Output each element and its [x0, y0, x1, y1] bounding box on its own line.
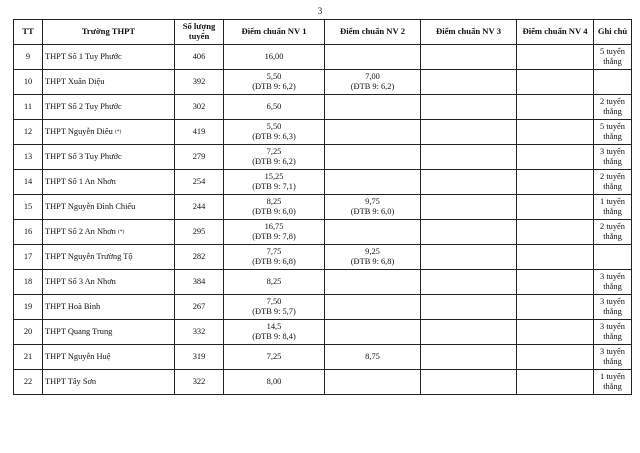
- school-name-cell: [43, 370, 175, 395]
- score-nv1: [224, 270, 325, 295]
- note: [594, 320, 632, 345]
- score-nv1-line: 16,00: [264, 52, 284, 62]
- score-nv2: [325, 220, 421, 245]
- note-line: 2 tuyển: [600, 222, 625, 232]
- table-row: [14, 70, 632, 95]
- school-name: THPT Số 1 An Nhơn: [45, 177, 116, 187]
- score-nv2-line: 7,00: [365, 72, 380, 82]
- score-nv4: [517, 95, 594, 120]
- note-line: 3 tuyển: [600, 347, 625, 357]
- score-nv2: [325, 370, 421, 395]
- school-name-cell: [43, 320, 175, 345]
- score-nv3: [421, 120, 517, 145]
- score-nv2: [325, 270, 421, 295]
- quota-quantity: 282: [175, 245, 224, 270]
- row-number: 17: [14, 245, 43, 270]
- note-line: 2 tuyển: [600, 172, 625, 182]
- school-name-cell: [43, 295, 175, 320]
- school-name-cell: [43, 245, 175, 270]
- score-nv4: [517, 320, 594, 345]
- quota-quantity: 322: [175, 370, 224, 395]
- quota-quantity: 392: [175, 70, 224, 95]
- score-nv3: [421, 270, 517, 295]
- score-nv2-line: (ĐTB 9: 6,0): [350, 207, 395, 216]
- score-nv4: [517, 170, 594, 195]
- row-number: 22: [14, 370, 43, 395]
- score-nv2-line: 9,75: [365, 197, 380, 207]
- score-nv1: [224, 170, 325, 195]
- table-row: [14, 345, 632, 370]
- score-nv3: [421, 295, 517, 320]
- score-nv4: [517, 370, 594, 395]
- row-number: 13: [14, 145, 43, 170]
- table-row: [14, 295, 632, 320]
- score-nv3: [421, 45, 517, 70]
- score-nv1-line: (ĐTB 9: 6,8): [252, 257, 296, 266]
- header-nv3: Điểm chuẩn NV 3: [421, 20, 517, 45]
- note: [594, 170, 632, 195]
- score-nv1: [224, 120, 325, 145]
- score-nv2-line: (ĐTB 9: 6,2): [350, 82, 395, 91]
- school-name-cell: [43, 345, 175, 370]
- note-line: 3 tuyển: [600, 272, 625, 282]
- note-line: thắng: [603, 357, 622, 366]
- table-row: [14, 245, 632, 270]
- note: [594, 370, 632, 395]
- score-nv3: [421, 95, 517, 120]
- row-number: 18: [14, 270, 43, 295]
- school-name-cell: [43, 170, 175, 195]
- school-name: THPT Nguyễn Đình Chiểu: [45, 202, 136, 212]
- row-number: 9: [14, 45, 43, 70]
- note-line: 5 tuyển: [600, 47, 625, 57]
- note-line: thắng: [603, 157, 622, 166]
- score-nv1-line: (ĐTB 9: 6,0): [252, 207, 296, 216]
- note-line: thắng: [603, 332, 622, 341]
- table-row: [14, 145, 632, 170]
- school-name: THPT Số 3 An Nhơn: [45, 277, 116, 287]
- school-name-cell: [43, 220, 175, 245]
- school-marker: (*): [117, 229, 125, 236]
- note: [594, 270, 632, 295]
- note: [594, 45, 632, 70]
- school-name: THPT Hoà Bình: [45, 302, 101, 312]
- score-nv1: [224, 220, 325, 245]
- header-nv4: Điểm chuẩn NV 4: [517, 20, 594, 45]
- note-line: 3 tuyển: [600, 297, 625, 307]
- score-nv3: [421, 220, 517, 245]
- row-number: 20: [14, 320, 43, 345]
- note: [594, 245, 632, 270]
- header-quantity-line1: Số lượng: [182, 21, 216, 32]
- note: [594, 295, 632, 320]
- quota-quantity: 279: [175, 145, 224, 170]
- table-row: [14, 320, 632, 345]
- score-nv1-line: 14,5: [266, 322, 282, 332]
- score-nv4: [517, 345, 594, 370]
- quota-quantity: 419: [175, 120, 224, 145]
- score-nv2: [325, 45, 421, 70]
- school-name: THPT Số 1 Tuy Phước: [45, 52, 122, 62]
- score-nv1-line: (ĐTB 9: 8,4): [252, 332, 296, 341]
- score-nv4: [517, 270, 594, 295]
- table-row: [14, 370, 632, 395]
- score-nv3: [421, 195, 517, 220]
- score-nv1: [224, 70, 325, 95]
- score-nv2: [325, 320, 421, 345]
- header-note: Ghi chú: [594, 20, 632, 45]
- score-nv3: [421, 345, 517, 370]
- score-nv1-line: (ĐTB 9: 6,2): [252, 82, 296, 91]
- header-nv2: Điểm chuẩn NV 2: [325, 20, 421, 45]
- score-nv4: [517, 120, 594, 145]
- note-line: 1 tuyển: [600, 372, 625, 382]
- row-number: 10: [14, 70, 43, 95]
- score-nv1-line: 7,25: [266, 147, 282, 157]
- score-nv4: [517, 245, 594, 270]
- note: [594, 120, 632, 145]
- header-tt: TT: [14, 20, 43, 45]
- note-line: thắng: [603, 232, 622, 241]
- score-nv3: [421, 145, 517, 170]
- note: [594, 220, 632, 245]
- score-nv1: [224, 370, 325, 395]
- school-name: THPT Quang Trung: [45, 327, 113, 337]
- score-nv2-line: 8,75: [365, 352, 380, 362]
- score-nv4: [517, 195, 594, 220]
- note-line: 1 tuyển: [600, 197, 625, 207]
- table-row: [14, 220, 632, 245]
- score-nv2: [325, 295, 421, 320]
- score-nv1-line: 15,25: [264, 172, 284, 182]
- score-nv1-line: 7,50: [266, 297, 282, 307]
- table-row: [14, 270, 632, 295]
- table-body: [14, 45, 632, 395]
- school-name: THPT Nguyễn Diêu: [45, 127, 113, 137]
- score-nv4: [517, 220, 594, 245]
- header-school: Trường THPT: [43, 20, 175, 45]
- score-nv2: [325, 95, 421, 120]
- score-nv4: [517, 295, 594, 320]
- note: [594, 70, 632, 95]
- admission-scores-table: [13, 19, 632, 395]
- score-nv2: [325, 120, 421, 145]
- header-quantity: [175, 20, 224, 45]
- quota-quantity: 406: [175, 45, 224, 70]
- school-marker: (*): [114, 129, 122, 136]
- note-line: thắng: [603, 107, 622, 116]
- note-line: 2 tuyển: [600, 97, 625, 107]
- note: [594, 195, 632, 220]
- row-number: 19: [14, 295, 43, 320]
- header-nv1: Điểm chuẩn NV 1: [224, 20, 325, 45]
- header-quantity-line2: tuyển: [188, 31, 210, 41]
- school-name-cell: [43, 270, 175, 295]
- quota-quantity: 267: [175, 295, 224, 320]
- score-nv4: [517, 45, 594, 70]
- note-line: thắng: [603, 132, 622, 141]
- quota-quantity: 254: [175, 170, 224, 195]
- score-nv2: [325, 170, 421, 195]
- table-header-row: [14, 20, 632, 45]
- score-nv1-line: 7,25: [266, 352, 282, 362]
- score-nv1-line: 8,25: [266, 277, 282, 287]
- score-nv1-line: (ĐTB 9: 5,7): [252, 307, 296, 316]
- score-nv1-line: 8,25: [266, 197, 282, 207]
- score-nv1: [224, 95, 325, 120]
- quota-quantity: 244: [175, 195, 224, 220]
- score-nv1-line: (ĐTB 9: 6,3): [252, 132, 296, 141]
- school-name: THPT Nguyễn Trường Tộ: [45, 252, 133, 262]
- school-name: THPT Tây Sơn: [45, 377, 97, 387]
- row-number: 15: [14, 195, 43, 220]
- score-nv1-line: (ĐTB 9: 6,2): [252, 157, 296, 166]
- table-row: [14, 195, 632, 220]
- note-line: thắng: [603, 207, 622, 216]
- note-line: 5 tuyển: [600, 122, 625, 132]
- note-line: thắng: [603, 307, 622, 316]
- note: [594, 145, 632, 170]
- row-number: 12: [14, 120, 43, 145]
- school-name: THPT Số 2 An Nhơn: [45, 227, 116, 237]
- score-nv2: [325, 70, 421, 95]
- school-name: THPT Xuân Diệu: [45, 77, 105, 87]
- score-nv1: [224, 145, 325, 170]
- school-name-cell: [43, 145, 175, 170]
- score-nv1: [224, 45, 325, 70]
- score-nv1: [224, 295, 325, 320]
- note-line: thắng: [603, 282, 622, 291]
- score-nv1: [224, 345, 325, 370]
- score-nv1-line: 16,75: [264, 222, 284, 232]
- row-number: 16: [14, 220, 43, 245]
- score-nv1-line: (ĐTB 9: 7,8): [252, 232, 296, 241]
- school-name: THPT Số 2 Tuy Phước: [45, 102, 122, 112]
- quota-quantity: 384: [175, 270, 224, 295]
- quota-quantity: 302: [175, 95, 224, 120]
- table-row: [14, 95, 632, 120]
- score-nv1: [224, 320, 325, 345]
- score-nv2: [325, 145, 421, 170]
- note-line: thắng: [603, 57, 622, 66]
- score-nv3: [421, 320, 517, 345]
- score-nv4: [517, 145, 594, 170]
- note-line: thắng: [603, 182, 622, 191]
- note-line: 3 tuyển: [600, 322, 625, 332]
- quota-quantity: 319: [175, 345, 224, 370]
- score-nv1-line: 5,50: [266, 122, 282, 132]
- page-number: 3: [317, 6, 323, 16]
- score-nv1: [224, 195, 325, 220]
- row-number: 11: [14, 95, 43, 120]
- row-number: 14: [14, 170, 43, 195]
- school-name-cell: [43, 45, 175, 70]
- score-nv4: [517, 70, 594, 95]
- score-nv3: [421, 245, 517, 270]
- quota-quantity: 332: [175, 320, 224, 345]
- note-line: 3 tuyển: [600, 147, 625, 157]
- score-nv1-line: 6,50: [266, 102, 282, 112]
- score-nv2: [325, 345, 421, 370]
- score-nv1-line: 5,50: [266, 72, 282, 82]
- score-nv2: [325, 245, 421, 270]
- score-nv3: [421, 170, 517, 195]
- school-name-cell: [43, 95, 175, 120]
- school-name: THPT Số 3 Tuy Phước: [45, 152, 122, 162]
- score-nv1: [224, 245, 325, 270]
- school-name-cell: [43, 70, 175, 95]
- score-nv1-line: (ĐTB 9: 7,1): [252, 182, 296, 191]
- note-line: thắng: [603, 382, 622, 391]
- score-nv1-line: 8,00: [266, 377, 282, 387]
- note: [594, 95, 632, 120]
- school-name: THPT Nguyễn Huệ: [45, 352, 111, 362]
- score-nv3: [421, 370, 517, 395]
- row-number: 21: [14, 345, 43, 370]
- note: [594, 345, 632, 370]
- score-nv2-line: 9,25: [365, 247, 380, 257]
- school-name-cell: [43, 120, 175, 145]
- score-nv2: [325, 195, 421, 220]
- table-row: [14, 120, 632, 145]
- school-name-cell: [43, 195, 175, 220]
- score-nv3: [421, 70, 517, 95]
- quota-quantity: 295: [175, 220, 224, 245]
- score-nv2-line: (ĐTB 9: 6,8): [350, 257, 395, 266]
- table-row: [14, 45, 632, 70]
- score-nv1-line: 7,75: [266, 247, 282, 257]
- table-row: [14, 170, 632, 195]
